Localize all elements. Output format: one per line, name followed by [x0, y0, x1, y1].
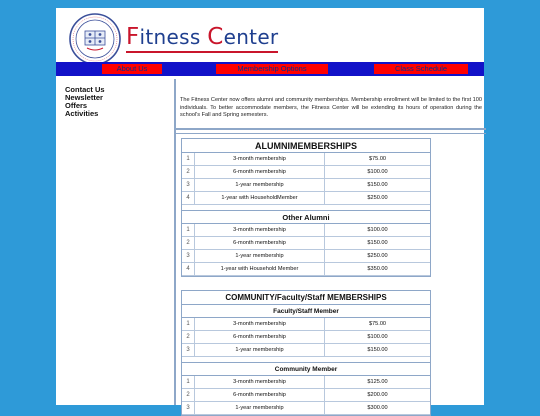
table-row [182, 250, 430, 263]
membership-name: 6-month membership [195, 389, 325, 401]
membership-price: $250.00 [367, 253, 388, 259]
membership-price: $200.00 [367, 392, 388, 398]
row-number: 2 [182, 331, 195, 343]
divider [176, 128, 486, 134]
top-navbar [56, 62, 484, 76]
membership-price: $300.00 [367, 405, 388, 411]
sidebar-item-contact-us[interactable]: Contact Us [65, 85, 105, 94]
sidebar-item-newsletter[interactable]: Newsletter [65, 93, 103, 102]
table-row [182, 402, 430, 415]
membership-name: 6-month membership [195, 237, 325, 249]
membership-name: 1-year with HouseholdMember [195, 192, 325, 204]
row-number: 4 [182, 192, 195, 204]
university-seal-icon [68, 12, 122, 66]
table-row [182, 376, 430, 389]
membership-name: 3-month membership [195, 224, 325, 236]
table-row [182, 318, 430, 331]
table-subtitle: Faculty/Staff Member [182, 305, 430, 318]
row-number: 3 [182, 179, 195, 191]
table-row [182, 166, 430, 179]
membership-name: 1-year membership [195, 344, 325, 356]
table-title: ALUMNIMEMBERSHIPS [182, 139, 430, 153]
intro-paragraph: The Fitness Center now offers alumni and community memberships. Membership enrollment will be limited to the first 100 individuals. To better accommodate members, the Fitness Center will be extending its hours of operation during the school's Fall and Spring semesters. [180, 97, 482, 118]
membership-name: 3-month membership [195, 376, 325, 388]
row-number: 3 [182, 402, 195, 414]
table-row [182, 224, 430, 237]
membership-price: $75.00 [368, 156, 387, 162]
membership-name: 1-year membership [195, 179, 325, 191]
membership-price: $350.00 [367, 266, 388, 272]
sidebar-item-offers[interactable]: Offers [65, 101, 88, 110]
row-number: 4 [182, 263, 195, 275]
main-content [174, 79, 484, 411]
membership-price: $250.00 [367, 195, 388, 201]
membership-name: 6-month membership [195, 166, 325, 178]
membership-name: 3-month membership [195, 153, 325, 165]
nav-membership-options[interactable]: Membership Options [216, 64, 328, 74]
membership-price: $150.00 [367, 347, 388, 353]
membership-price: $150.00 [367, 182, 388, 188]
alumni-memberships-table [181, 138, 431, 277]
membership-name: 3-month membership [195, 318, 325, 330]
row-number: 2 [182, 389, 195, 401]
row-number: 1 [182, 318, 195, 330]
membership-price: $75.00 [368, 321, 387, 327]
table-subtitle: Community Member [182, 363, 430, 376]
row-number: 3 [182, 344, 195, 356]
table-row [182, 331, 430, 344]
sidebar-item-activities[interactable]: Activities [65, 109, 99, 118]
page [56, 8, 484, 411]
membership-name: 6-month membership [195, 331, 325, 343]
row-number: 1 [182, 376, 195, 388]
table-title: COMMUNITY/Faculty/Staff MEMBERSHIPS [182, 291, 430, 305]
table-row [182, 237, 430, 250]
row-number: 3 [182, 250, 195, 262]
membership-name: 1-year membership [195, 402, 325, 414]
membership-price: $100.00 [367, 334, 388, 340]
site-header [56, 8, 484, 62]
table-row [182, 263, 430, 276]
fitness-center-logo: Fitness Center [126, 24, 279, 50]
membership-price: $100.00 [367, 169, 388, 175]
membership-name: 1-year membership [195, 250, 325, 262]
membership-price: $150.00 [367, 240, 388, 246]
table-row [182, 179, 430, 192]
table-row [182, 192, 430, 205]
membership-name: 1-year with Household Member [195, 263, 325, 275]
row-number: 1 [182, 153, 195, 165]
logo-underline [126, 51, 278, 53]
table-row [182, 153, 430, 166]
nav-class-schedule[interactable]: Class Schedule [374, 64, 468, 74]
table-row [182, 344, 430, 357]
table-row [182, 389, 430, 402]
sidebar [65, 86, 165, 118]
community-memberships-table [181, 290, 431, 416]
nav-about-us[interactable]: About Us [102, 64, 162, 74]
table-subtitle: Other Alumni [182, 211, 430, 224]
row-number: 1 [182, 224, 195, 236]
row-number: 2 [182, 166, 195, 178]
row-number: 2 [182, 237, 195, 249]
membership-price: $100.00 [367, 227, 388, 233]
membership-price: $125.00 [367, 379, 388, 385]
